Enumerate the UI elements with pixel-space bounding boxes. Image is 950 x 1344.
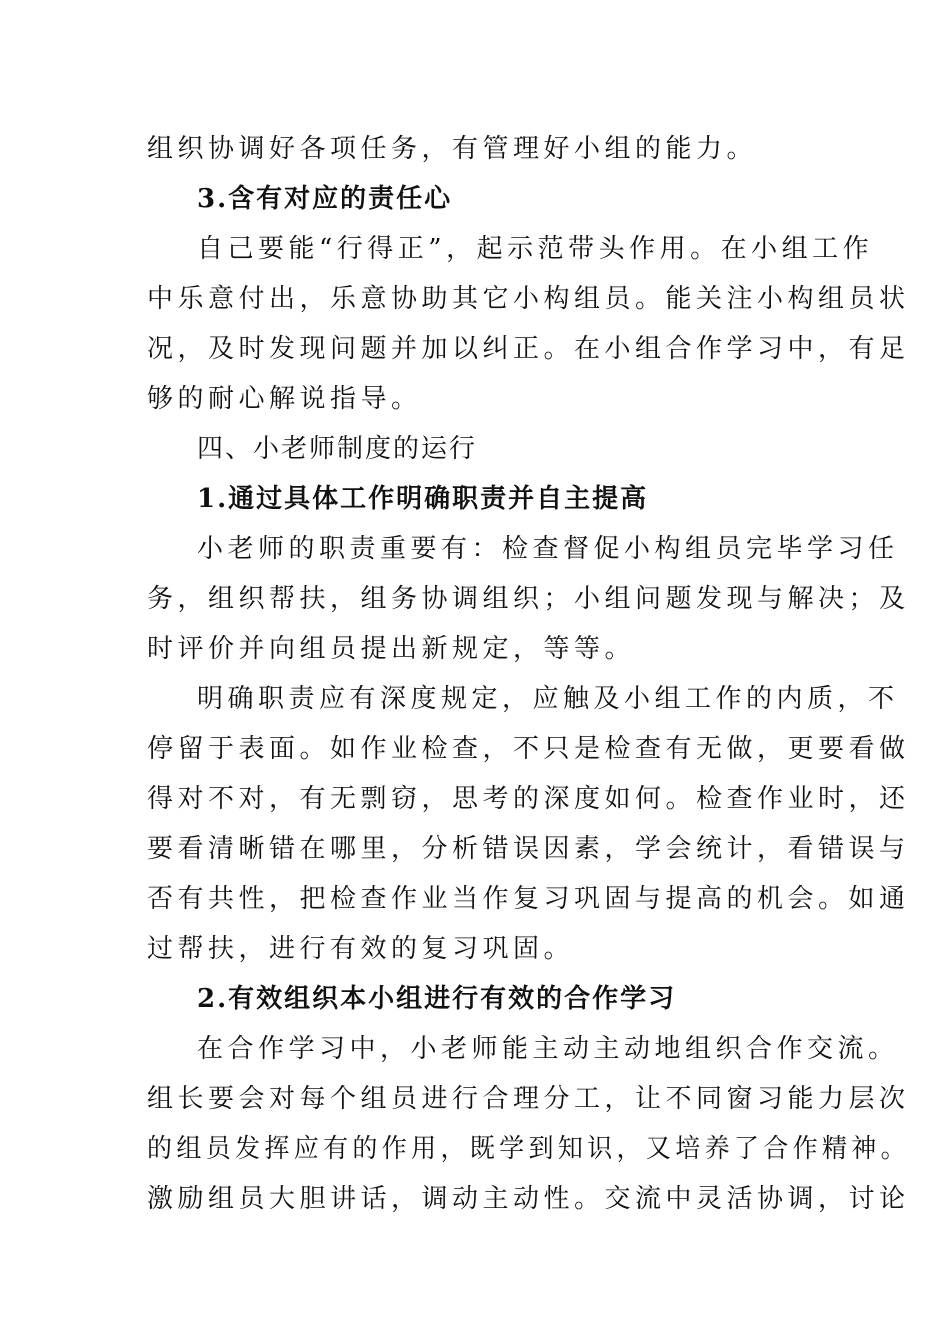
text-line: 够的耐心解说指导。 <box>147 384 422 414</box>
text-line: 的组员发挥应有的作用，既学到知识，又培养了合作精神。 <box>147 1134 911 1164</box>
text-line: 况，及时发现问题并加以纠正。在小组合作学习中，有足 <box>147 334 910 364</box>
text-line: 中乐意付出，乐意协助其它小构组员。能关注小构组员状 <box>147 284 910 314</box>
section-heading: 四、小老师制度的运行 <box>197 434 478 464</box>
subheading: 2.有效组织本小组进行有效的合作学习 <box>197 984 677 1014</box>
text-line: 时评价并向组员提出新规定，等等。 <box>147 634 636 664</box>
text-line: 激励组员大胆讲话，调动主动性。交流中灵活协调，讨论 <box>147 1184 910 1214</box>
text-line: 在合作学习中，小老师能主动主动地组织合作交流。 <box>197 1034 899 1064</box>
text-line: 要看清晰错在哪里，分析错误因素，学会统计，看错误与 <box>147 834 910 864</box>
text-line: 小老师的职责重要有：检查督促小构组员完毕学习任 <box>197 534 899 564</box>
subheading: 3.含有对应的责任心 <box>197 184 453 214</box>
text-line: 自己要能“行得正”，起示范带头作用。在小组工作 <box>197 234 874 264</box>
subheading: 1.通过具体工作明确职责并自主提高 <box>197 484 649 514</box>
text-line: 组长要会对每个组员进行合理分工，让不同窗习能力层次 <box>147 1084 910 1114</box>
text-line: 得对不对，有无剽窃，思考的深度如何。检查作业时，还 <box>147 784 910 814</box>
text-line: 明确职责应有深度规定，应触及小组工作的内质，不 <box>197 684 899 714</box>
text-line: 务，组织帮扶，组务协调组织；小组问题发现与解决；及 <box>147 584 910 614</box>
text-line: 组织协调好各项任务，有管理好小组的能力。 <box>147 134 758 164</box>
text-line: 过帮扶，进行有效的复习巩固。 <box>147 934 575 964</box>
text-line: 否有共性，把检查作业当作复习巩固与提高的机会。如通 <box>147 884 910 914</box>
text-line: 停留于表面。如作业检查，不只是检查有无做，更要看做 <box>147 734 910 764</box>
